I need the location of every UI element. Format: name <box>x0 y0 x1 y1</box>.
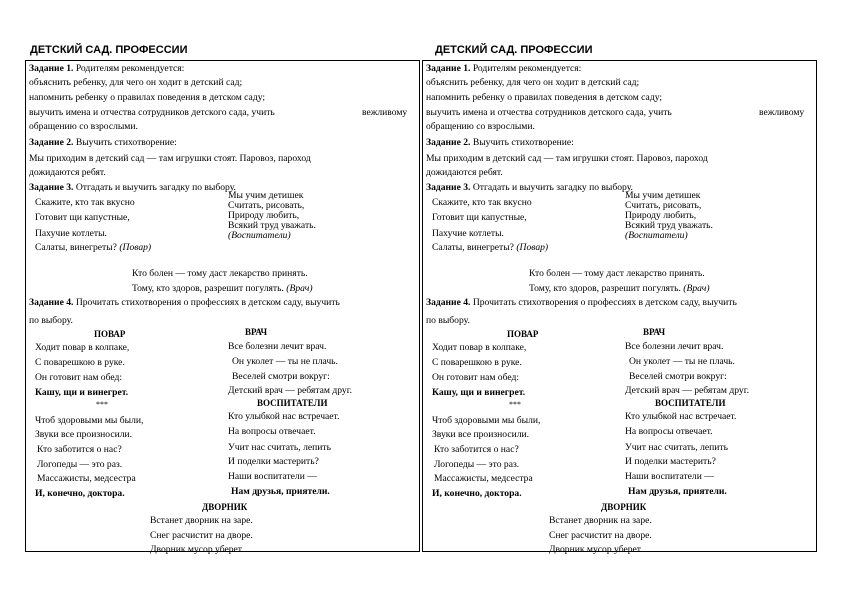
poem-povar-line: Ходит повар в колпаке, <box>432 342 527 353</box>
poem-vospitateli-line: Учит нас считать, лепить <box>228 442 331 453</box>
task3-lead: Отгадать и выучить загадку по выбору. <box>73 182 236 193</box>
riddle3-line2 <box>529 282 710 296</box>
riddle3-text: Тому, кто здоров, разрешит погулять. <box>529 283 681 294</box>
poem-vospitateli-line: Наши воспитатели — <box>228 471 317 482</box>
riddle2-line2: Считать, рисовать, <box>228 200 305 211</box>
riddle1-text: Салаты, винегреты? <box>35 242 117 253</box>
riddle1-text: Салаты, винегреты? <box>432 242 514 253</box>
task1-line <box>29 62 184 76</box>
poem-dvornik-line: Дворник мусор уберет <box>549 544 641 555</box>
poem-povar-heading: ПОВАР <box>507 329 539 339</box>
poem-dvornik-line: Снег расчистит на дворе. <box>150 530 253 541</box>
riddle1-answer: (Повар) <box>513 242 549 253</box>
poem-medics-line: И, конечно, доктора. <box>432 488 522 499</box>
poem-vospitateli-heading: ВОСПИТАТЕЛИ <box>655 398 726 408</box>
riddle2-answer: (Воспитатели) <box>228 230 291 241</box>
poem-vrach-line: Он уколет — ты не плачь. <box>232 356 338 367</box>
task3-label: Задание 3. <box>29 182 74 193</box>
poem-medics-line: Массажисты, медсестра <box>37 473 136 484</box>
worksheet-panel-right <box>422 60 817 555</box>
riddle3-line1: Кто болен — тому даст лекарство принять. <box>132 268 308 279</box>
task4-lead: Прочитать стихотворения о профессиях в детском саду, выучить <box>470 297 737 308</box>
riddle1-line3: Пахучие котлеты. <box>432 228 504 239</box>
riddle2-line2: Считать, рисовать, <box>625 200 702 211</box>
task3-lead: Отгадать и выучить загадку по выбору. <box>470 182 633 193</box>
task4-lead2: по выбору. <box>426 315 470 326</box>
poem-medics-line: Звуки все произносили. <box>432 429 530 440</box>
poem-dvornik-line: Снег расчистит на дворе. <box>549 530 652 541</box>
poem-vospitateli-line: На вопросы отвечает. <box>228 426 316 437</box>
task3-label: Задание 3. <box>426 182 471 193</box>
task2-line2: дожидаются ребят. <box>29 167 106 178</box>
riddle2-line1: Мы учим детишек <box>625 190 701 201</box>
riddle1-answer: (Повар) <box>116 242 152 253</box>
poem-medics-line: Звуки все произносили. <box>35 429 133 440</box>
riddle1-line3: Пахучие котлеты. <box>35 228 107 239</box>
task1-line <box>426 62 581 76</box>
task2-line <box>426 136 574 150</box>
task1-line2: напомнить ребенку о правилах поведения в детском саду; <box>426 92 663 103</box>
task1-line4: обращению со взрослыми. <box>426 121 535 132</box>
poem-separator: *** <box>96 400 108 409</box>
poem-vospitateli-line: Наши воспитатели — <box>625 471 714 482</box>
task4-label: Задание 4. <box>426 297 471 308</box>
poem-dvornik-line: Встанет дворник на заре. <box>549 515 652 526</box>
poem-povar-heading: ПОВАР <box>94 329 126 339</box>
poem-dvornik-line: Дворник мусор уберет <box>150 544 242 555</box>
poem-vrach-heading: ВРАЧ <box>245 327 268 337</box>
task2-lead: Выучить стихотворение: <box>470 137 574 148</box>
task1-line3-end: вежливому <box>362 107 408 118</box>
riddle1-line2: Готовит щи капустные, <box>35 212 130 223</box>
task2-line1: Мы приходим в детский сад — там игрушки стоят. Паровоз, пароход <box>426 153 708 164</box>
riddle2-line3: Природу любить, <box>228 210 300 221</box>
riddle2-line1: Мы учим детишек <box>228 190 304 201</box>
riddle1-line2: Готовит щи капустные, <box>432 212 527 223</box>
poem-vrach-line: Веселей смотри вокруг: <box>629 371 727 382</box>
poem-vospitateli-line: И поделки мастерить? <box>625 456 716 467</box>
poem-vospitateli-line: Кто улыбкой нас встречает. <box>228 411 340 422</box>
task1-line4: обращению со взрослыми. <box>29 121 138 132</box>
task4-line <box>29 296 340 310</box>
riddle2-line4: Всякий труд уважать. <box>228 220 316 231</box>
riddle2-line4: Всякий труд уважать. <box>625 220 713 231</box>
riddle2-answer: (Воспитатели) <box>625 230 688 241</box>
riddle3-answer: (Врач) <box>283 283 313 294</box>
poem-vrach-line: Веселей смотри вокруг: <box>232 371 330 382</box>
poem-medics-line: И, конечно, доктора. <box>35 488 125 499</box>
riddle3-line1: Кто болен — тому даст лекарство принять. <box>529 268 705 279</box>
poem-vospitateli-line: И поделки мастерить? <box>228 456 319 467</box>
poem-vrach-line: Детский врач — ребятам друг. <box>228 385 352 396</box>
poem-vrach-line: Детский врач — ребятам друг. <box>625 385 749 396</box>
task4-lead2: по выбору. <box>29 315 73 326</box>
poem-vospitateli-line: Кто улыбкой нас встречает. <box>625 411 737 422</box>
poem-povar-line: С поварешкою в руке. <box>432 357 522 368</box>
task4-line <box>426 296 737 310</box>
task1-line2: напомнить ребенку о правилах поведения в детском саду; <box>29 92 266 103</box>
task2-line2: дожидаются ребят. <box>426 167 503 178</box>
riddle3-answer: (Врач) <box>680 283 710 294</box>
riddle1-line1: Скажите, кто так вкусно <box>432 197 532 208</box>
poem-vospitateli-line: Нам друзья, приятели. <box>628 486 727 497</box>
poem-povar-line: Он готовит нам обед: <box>432 372 520 383</box>
poem-povar-line: Кашу, щи и винегрет. <box>432 387 526 398</box>
poem-medics-line: Чтоб здоровыми мы были, <box>35 415 144 426</box>
task1-line3: выучить имена и отчества сотрудников детского сада, учить <box>426 107 672 118</box>
task1-lead: Родителям рекомендуется: <box>73 63 185 74</box>
task2-line1: Мы приходим в детский сад — там игрушки стоят. Паровоз, пароход <box>29 153 311 164</box>
poem-vospitateli-line: На вопросы отвечает. <box>625 426 713 437</box>
task3-line <box>29 181 236 195</box>
poem-vospitateli-line: Нам друзья, приятели. <box>231 486 330 497</box>
poem-povar-line: Он готовит нам обед: <box>35 372 123 383</box>
poem-povar-line: Ходит повар в колпаке, <box>35 342 130 353</box>
task1-lead: Родителям рекомендуется: <box>470 63 582 74</box>
poem-medics-line: Логопеды — это раз. <box>434 459 520 470</box>
task2-line <box>29 136 177 150</box>
riddle1-line4 <box>432 241 548 255</box>
task3-line <box>426 181 633 195</box>
task4-lead: Прочитать стихотворения о профессиях в детском саду, выучить <box>73 297 340 308</box>
task2-lead: Выучить стихотворение: <box>73 137 177 148</box>
task1-label: Задание 1. <box>29 63 74 74</box>
poem-medics-line: Кто заботится о нас? <box>434 444 519 455</box>
poem-medics-line: Кто заботится о нас? <box>37 444 122 455</box>
poem-medics-line: Чтоб здоровыми мы были, <box>432 415 541 426</box>
poem-povar-line: Кашу, щи и винегрет. <box>35 387 129 398</box>
poem-vospitateli-line: Учит нас считать, лепить <box>625 442 728 453</box>
riddle1-line4 <box>35 241 151 255</box>
riddle3-text: Тому, кто здоров, разрешит погулять. <box>132 283 284 294</box>
page-title-right: ДЕТСКИЙ САД. ПРОФЕССИИ <box>435 44 593 56</box>
poem-separator: *** <box>509 400 521 409</box>
poem-vospitateli-heading: ВОСПИТАТЕЛИ <box>257 398 328 408</box>
poem-medics-line: Логопеды — это раз. <box>37 459 123 470</box>
page-title-left: ДЕТСКИЙ САД. ПРОФЕССИИ <box>30 44 188 56</box>
riddle2-line3: Природу любить, <box>625 210 697 221</box>
poem-vrach-heading: ВРАЧ <box>643 327 666 337</box>
task1-line3-end: вежливому <box>759 107 805 118</box>
poem-dvornik-heading: ДВОРНИК <box>202 502 248 512</box>
riddle1-line1: Скажите, кто так вкусно <box>35 197 135 208</box>
task2-label: Задание 2. <box>29 137 74 148</box>
task1-line1: объяснить ребенку, для чего он ходит в детский сад; <box>426 77 640 88</box>
riddle3-line2 <box>132 282 313 296</box>
poem-vrach-line: Все болезни лечит врач. <box>625 341 724 352</box>
task2-label: Задание 2. <box>426 137 471 148</box>
poem-vrach-line: Все болезни лечит врач. <box>228 341 327 352</box>
poem-vrach-line: Он уколет — ты не плачь. <box>629 356 735 367</box>
task1-label: Задание 1. <box>426 63 471 74</box>
task4-label: Задание 4. <box>29 297 74 308</box>
poem-dvornik-heading: ДВОРНИК <box>601 502 647 512</box>
poem-dvornik-line: Встанет дворник на заре. <box>150 515 253 526</box>
poem-povar-line: С поварешкою в руке. <box>35 357 125 368</box>
task1-line3: выучить имена и отчества сотрудников детского сада, учить <box>29 107 275 118</box>
task1-line1: объяснить ребенку, для чего он ходит в детский сад; <box>29 77 243 88</box>
poem-medics-line: Массажисты, медсестра <box>434 473 533 484</box>
worksheet-panel-left <box>25 60 420 555</box>
